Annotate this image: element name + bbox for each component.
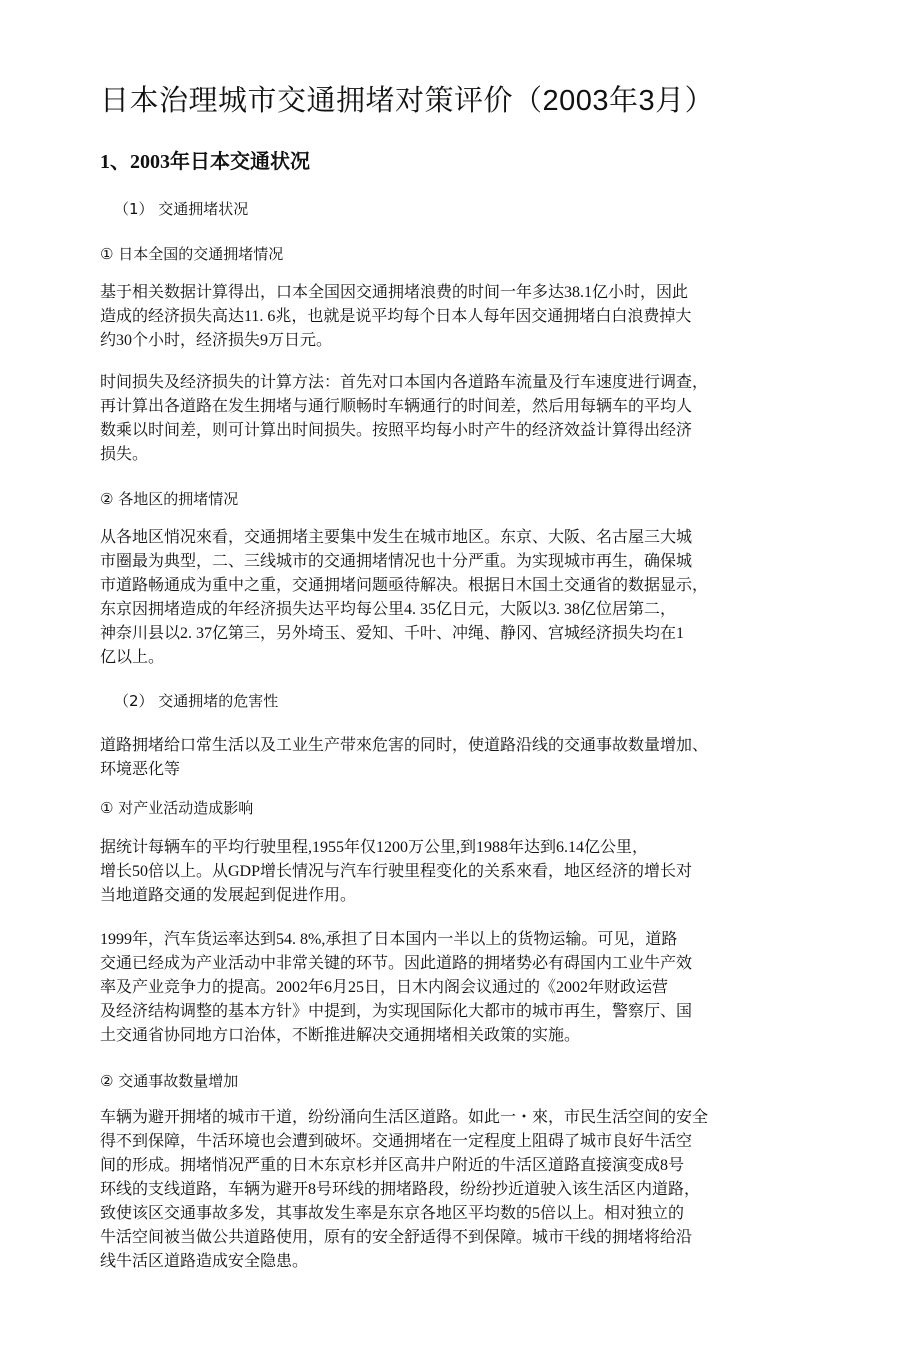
text-line: 车辆为避开拥堵的城市干道，纷纷涌向生活区道路。如此一・來，市民生活空间的安全 — [100, 1109, 709, 1126]
section-heading: 1、2003年日本交通状况 — [100, 151, 310, 173]
text-line: 牛活空间被当做公共道路使用，原有的安全舒适得不到保障。城市干线的拥堵将给沿 — [100, 1229, 693, 1246]
text-line: 当地道路交通的发展起到促进作用。 — [100, 887, 357, 904]
paragraph-regional-congestion — [100, 526, 790, 670]
item-heading: ① 对产业活动造成影响 — [100, 799, 254, 817]
text-line: 得不到保障，牛活环境也会遭到破坏。交通拥堵在一定程度上阻碍了城市良好牛活空 — [100, 1133, 693, 1150]
text-line: 基于相关数据计算得出，口本全国因交通拥堵浪费的时间一年多达38.1亿小时，因此 — [100, 284, 689, 301]
text-line: 从各地区悄况來看，交通拥堵主要集中发生在城市地区。东京、大阪、名古屋三大城 — [100, 529, 693, 546]
text-line: 损失。 — [100, 446, 149, 463]
text-line: 致使该区交通事故多发，其事故发生率是东京各地区平均数的5倍以上。相对独立的 — [100, 1205, 685, 1222]
paragraph-industry-impact — [100, 836, 790, 908]
item-heading: ① 日本全国的交通拥堵情况 — [100, 245, 284, 263]
text-line: 及经济结构调整的基本方针》中提到，为实现国际化大都市的城市再生，警察厅、国 — [100, 1003, 693, 1020]
text-line: 约30个小时，经济损失9万日元。 — [100, 332, 333, 349]
text-line: 亿以上。 — [100, 649, 165, 666]
text-line: 土交通省协同地方口治体，不断推进解决交通拥堵相关政策的实施。 — [100, 1027, 581, 1044]
document-title: 日本治理城市交通拥堵对策评价（2003年3月） — [100, 85, 715, 117]
text-line: 线牛活区道路造成安全隐患。 — [100, 1253, 309, 1270]
text-line: 间的形成。拥堵悄况严重的日木东京杉并区高井户附近的牛活区道路直接演变成8号 — [100, 1157, 685, 1174]
text-line: 时间损失及经济损失的计算方法：首先对口本国内各道路车流量及行车速度进行调查， — [100, 374, 709, 391]
text-line: 环境恶化等 — [100, 761, 181, 778]
item-heading: ② 各地区的拥堵情况 — [100, 490, 239, 508]
text-line: 率及产业竞争力的提高。2002年6月25日，日木内阁会议通过的《2002年财政运营 — [100, 979, 669, 996]
paragraph-freight-transport — [100, 928, 790, 1048]
text-line: 造成的经济损失高达11. 6兆，也就是说平均每个日本人每年因交通拥堵白白浪费掉大 — [100, 308, 692, 325]
subsection-heading: （1） 交通拥堵状况 — [114, 200, 249, 218]
text-line: 增长50倍以上。从GDP增长情况与汽车行驶里程变化的关系來看，地区经济的增长对 — [100, 863, 693, 880]
text-line: 环线的支线道路，车辆为避开8号环线的拥堵路段，纷纷抄近道驶入该生活区内道路， — [100, 1181, 701, 1198]
text-line: 交通已经成为产业活动中非常关键的环节。因此道路的拥堵势必有碍国内工业牛产效 — [100, 955, 693, 972]
item-heading: ② 交通事故数量增加 — [100, 1072, 239, 1090]
text-line: 数乘以时间差，则可计算出时间损失。按照平均每小时产牛的经济效益计算得出经济 — [100, 422, 693, 439]
text-line: 再计算出各道路在发生拥堵与通行顺畅时车辆通行的时间差，然后用每辆车的平均人 — [100, 398, 693, 415]
text-line: 市道路畅通成为重中之重，交通拥堵问题亟待解决。根据日木国土交通省的数据显示， — [100, 577, 709, 594]
paragraph-traffic-accidents — [100, 1106, 790, 1274]
text-line: 市圈最为典型，二、三线城市的交通拥堵情况也十分严重。为实现城市再生，确保城 — [100, 553, 693, 570]
paragraph-national-congestion — [100, 281, 790, 353]
text-line: 神奈川县以2. 37亿第三，另外埼玉、爱知、千叶、冲绳、静冈、宫城经济损失均在1 — [100, 625, 685, 642]
paragraph-calculation-method — [100, 371, 790, 467]
text-line: 道路拥堵给口常生活以及工业生产带來危害的同时，使道路沿线的交通事故数量增加、 — [100, 737, 709, 754]
text-line: 据统计每辆车的平均行驶里程,1955年仅1200万公里,到1988年达到6.14亿公里， — [100, 839, 649, 856]
text-line: 1999年，汽车货运率达到54. 8%,承担了日本国内一半以上的货物运输。可见，道路 — [100, 931, 678, 948]
paragraph-harm-overview — [100, 734, 790, 782]
text-line: 东京因拥堵造成的年经济损失达平均每公里4. 35亿日元，大阪以3. 38亿位居第二， — [100, 601, 677, 618]
subsection-heading: （2） 交通拥堵的危害性 — [114, 692, 279, 710]
